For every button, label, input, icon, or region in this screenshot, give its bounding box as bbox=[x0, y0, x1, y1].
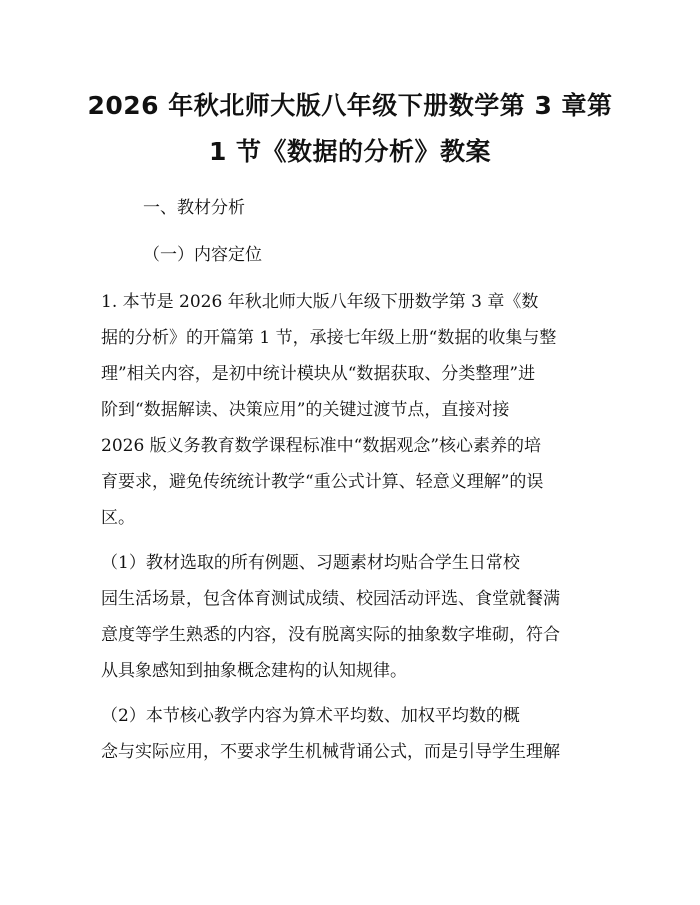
document-title-line-2: 1 节《数据的分析》教案 bbox=[208, 137, 492, 166]
paragraph-2-line: （1）教材选取的所有例题、习题素材均贴合学生日常校 bbox=[101, 553, 520, 573]
paragraph-1-line: 1. 本节是 2026 年秋北师大版八年级下册数学第 3 章《数 bbox=[101, 292, 539, 312]
paragraph-1-line: 据的分析》的开篇第 1 节，承接七年级上册“数据的收集与整 bbox=[101, 328, 557, 348]
paragraph-3-line: （2）本节核心教学内容为算术平均数、加权平均数的概 bbox=[101, 706, 520, 726]
subsection-heading: （一）内容定位 bbox=[143, 245, 262, 265]
paragraph-1-line: 理”相关内容，是初中统计模块从“数据获取、分类整理”进 bbox=[101, 364, 536, 384]
document-title-line-1: 2026 年秋北师大版八年级下册数学第 3 章第 bbox=[87, 91, 613, 120]
section-heading: 一、教材分析 bbox=[143, 198, 245, 218]
paragraph-1-line: 2026 版义务教育数学课程标准中“数据观念”核心素养的培 bbox=[101, 436, 542, 456]
paragraph-3-line: 念与实际应用，不要求学生机械背诵公式，而是引导学生理解 bbox=[101, 742, 560, 762]
paragraph-2-line: 园生活场景，包含体育测试成绩、校园活动评选、食堂就餐满 bbox=[101, 589, 560, 609]
paragraph-1-line: 育要求，避免传统统计教学“重公式计算、轻意义理解”的误 bbox=[101, 472, 544, 492]
paragraph-2-line: 从具象感知到抽象概念建构的认知规律。 bbox=[101, 661, 407, 681]
paragraph-1-line: 阶到“数据解读、决策应用”的关键过渡节点，直接对接 bbox=[101, 400, 510, 420]
paragraph-1-line: 区。 bbox=[101, 508, 135, 528]
paragraph-2-line: 意度等学生熟悉的内容，没有脱离实际的抽象数字堆砌，符合 bbox=[101, 625, 560, 645]
